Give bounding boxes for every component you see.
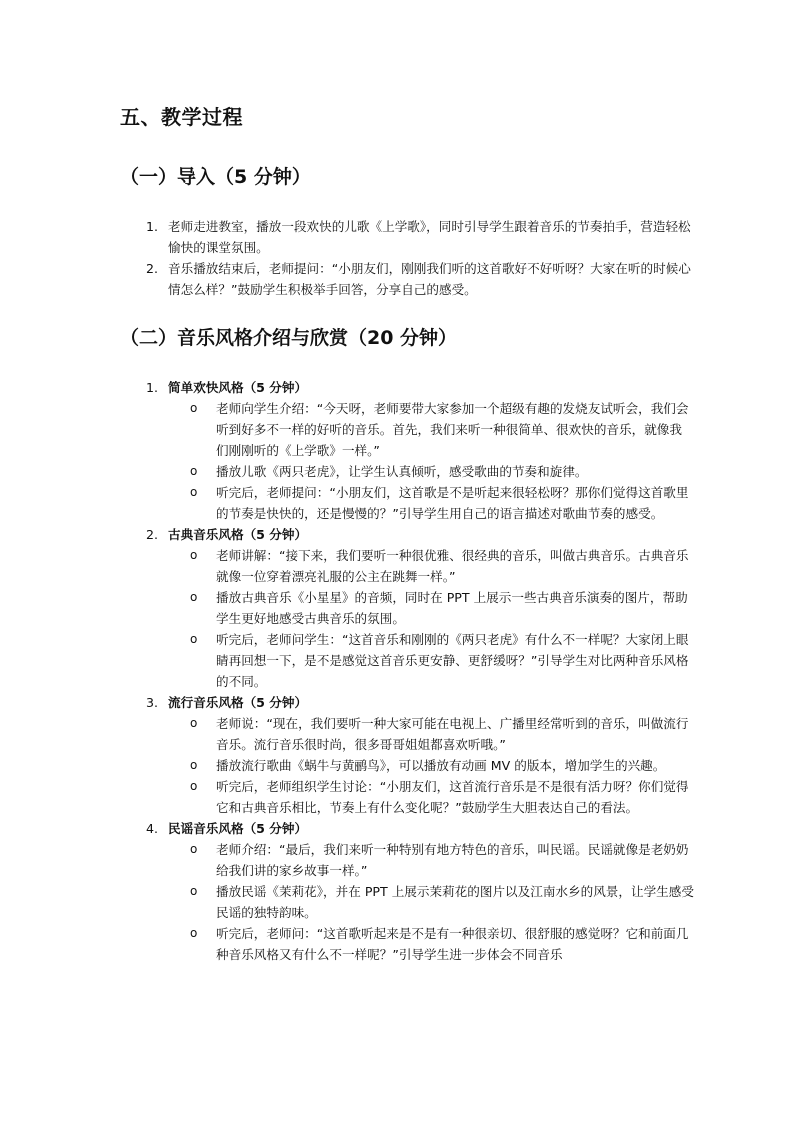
bullet-icon: o xyxy=(190,884,198,898)
intro-item xyxy=(0,216,694,258)
style-point xyxy=(168,398,694,461)
point-text: 播放流行歌曲《蜗牛与黄鹂鸟》，可以播放有动画 MV 的版本，增加学生的兴趣。 xyxy=(216,758,666,773)
bullet-icon: o xyxy=(190,401,198,415)
point-text: 播放儿歌《两只老虎》，让学生认真倾听，感受歌曲的节奏和旋律。 xyxy=(216,464,588,479)
item-number: 4. xyxy=(146,821,159,836)
style-point xyxy=(168,776,694,818)
item-number: 1. xyxy=(146,380,159,395)
point-text: 听完后，老师问学生：“这首音乐和刚刚的《两只老虎》有什么不一样呢？大家闭上眼睛再回想一下，是不是感觉这首音乐更安静、更舒缓呀？”引导学生对比两种音乐风格的不同。 xyxy=(216,632,689,689)
style-points xyxy=(168,839,694,965)
item-number: 2. xyxy=(146,527,159,542)
point-text: 播放民谣《茉莉花》，并在 PPT 上展示茉莉花的图片以及江南水乡的风景，让学生感受民谣的独特韵味。 xyxy=(216,884,694,920)
intro-heading: （一）导入（5 分钟） xyxy=(120,166,311,188)
point-text: 听完后，老师组织学生讨论：“小朋友们，这首流行音乐是不是很有活力呀？你们觉得它和古典音乐相比，节奏上有什么变化呢？”鼓励学生大胆表达自己的看法。 xyxy=(216,779,689,815)
style-title: 简单欢快风格（5 分钟） xyxy=(168,380,308,395)
style-point xyxy=(168,881,694,923)
style-points xyxy=(168,398,694,524)
point-text: 听完后，老师提问：“小朋友们，这首歌是不是听起来很轻松呀？那你们觉得这首歌里的节奏是快快的，还是慢慢的？”引导学生用自己的语言描述对歌曲节奏的感受。 xyxy=(216,485,689,521)
bullet-icon: o xyxy=(190,779,198,793)
bullet-icon: o xyxy=(190,464,198,478)
bullet-icon: o xyxy=(190,548,198,562)
style-points xyxy=(168,713,694,818)
style-points xyxy=(168,545,694,692)
style-point xyxy=(168,923,694,965)
point-text: 老师介绍：“最后，我们来听一种特别有地方特色的音乐，叫民谣。民谣就像是老奶奶给我们讲的家乡故事一样。” xyxy=(216,842,689,878)
bullet-icon: o xyxy=(190,926,198,940)
bullet-icon: o xyxy=(190,758,198,772)
point-text: 老师讲解：“接下来，我们要听一种很优雅、很经典的音乐，叫做古典音乐。古典音乐就像一位穿着漂亮礼服的公主在跳舞一样。” xyxy=(216,548,689,584)
point-text: 老师向学生介绍：“今天呀，老师要带大家参加一个超级有趣的发烧友试听会，我们会听到好多不一样的好听的音乐。首先，我们来听一种很简单、很欢快的音乐，就像我们刚刚听的《上学歌》一样。” xyxy=(216,401,689,458)
point-text: 播放古典音乐《小星星》的音频，同时在 PPT 上展示一些古典音乐演奏的图片，帮助学生更好地感受古典音乐的氛围。 xyxy=(216,590,688,626)
bullet-icon: o xyxy=(190,716,198,730)
styles-list xyxy=(0,377,794,965)
styles-heading: （二）音乐风格介绍与欣赏（20 分钟） xyxy=(120,327,458,349)
point-text: 老师说：“现在，我们要听一种大家可能在电视上、广播里经常听到的音乐，叫做流行音乐。流行音乐很时尚，很多哥哥姐姐都喜欢听哦。” xyxy=(216,716,689,752)
intro-list xyxy=(0,216,794,300)
section-heading: 五、教学过程 xyxy=(120,105,243,129)
style-point xyxy=(168,713,694,755)
style-title: 流行音乐风格（5 分钟） xyxy=(168,695,308,710)
item-text: 老师走进教室，播放一段欢快的儿歌《上学歌》，同时引导学生跟着音乐的节奏拍手，营造轻松愉快的课堂氛围。 xyxy=(168,219,691,255)
point-text: 听完后，老师问：“这首歌听起来是不是有一种很亲切、很舒服的感觉呀？它和前面几种音乐风格又有什么不一样呢？”引导学生进一步体会不同音乐 xyxy=(216,926,689,962)
style-point xyxy=(168,482,694,524)
item-number: 1. xyxy=(146,219,159,234)
style-section xyxy=(0,692,694,818)
style-title: 古典音乐风格（5 分钟） xyxy=(168,527,308,542)
item-number: 3. xyxy=(146,695,159,710)
bullet-icon: o xyxy=(190,485,198,499)
bullet-icon: o xyxy=(190,632,198,646)
style-section xyxy=(0,818,694,965)
style-section xyxy=(0,524,694,692)
style-point xyxy=(168,839,694,881)
style-section xyxy=(0,377,694,524)
style-point xyxy=(168,629,694,692)
style-point xyxy=(168,461,694,482)
style-point xyxy=(168,755,694,776)
style-title: 民谣音乐风格（5 分钟） xyxy=(168,821,308,836)
bullet-icon: o xyxy=(190,842,198,856)
intro-item xyxy=(0,258,694,300)
bullet-icon: o xyxy=(190,590,198,604)
item-number: 2. xyxy=(146,261,159,276)
style-point xyxy=(168,587,694,629)
style-point xyxy=(168,545,694,587)
item-text: 音乐播放结束后，老师提问：“小朋友们，刚刚我们听的这首歌好不好听呀？大家在听的时候心情怎么样？”鼓励学生积极举手回答，分享自己的感受。 xyxy=(168,261,691,297)
